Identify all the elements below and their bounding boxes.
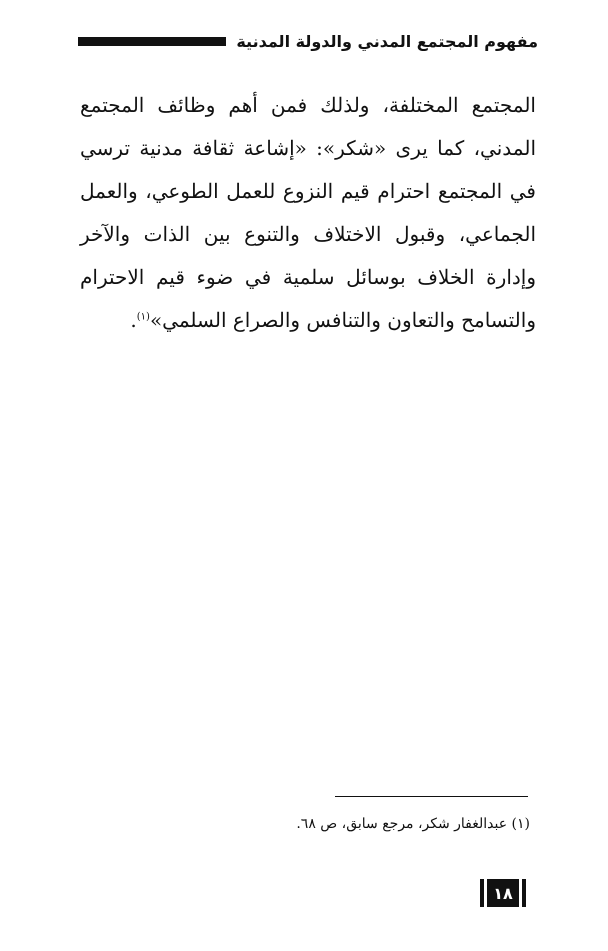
page-number-bar-right bbox=[480, 879, 484, 907]
running-header bbox=[78, 26, 538, 56]
header-rule bbox=[78, 37, 226, 46]
running-title: مفهوم المجتمع المدني والدولة المدنية bbox=[236, 31, 538, 51]
paragraph-closing: . bbox=[130, 308, 137, 332]
footnote: (١) عبدالغفار شكر، مرجع سابق، ص ٦٨. bbox=[296, 816, 530, 832]
page-number: ١٨ bbox=[487, 879, 519, 907]
footnote-separator bbox=[335, 796, 528, 797]
paragraph-text: المجتمع المختلفة، ولذلك فمن أهم وظائف المجتمع المدني، كما يرى «شكر»: «إشاعة ثقافة مدنية ترسي في المجتمع احترام قيم النزوع للعمل الطوعي، والعمل الجماعي، وقبول الاختلاف والتنوع بين الذات والآخر وإدارة الخلاف بوسائل سلمية في ضوء قيم الاحترام والتسامح والتعاون والتنافس والصراع السلمي» bbox=[80, 93, 536, 332]
page-number-box bbox=[480, 879, 526, 907]
page-number-bar-left bbox=[522, 879, 526, 907]
footnote-reference: (١) bbox=[136, 311, 150, 323]
body-paragraph bbox=[80, 84, 536, 342]
